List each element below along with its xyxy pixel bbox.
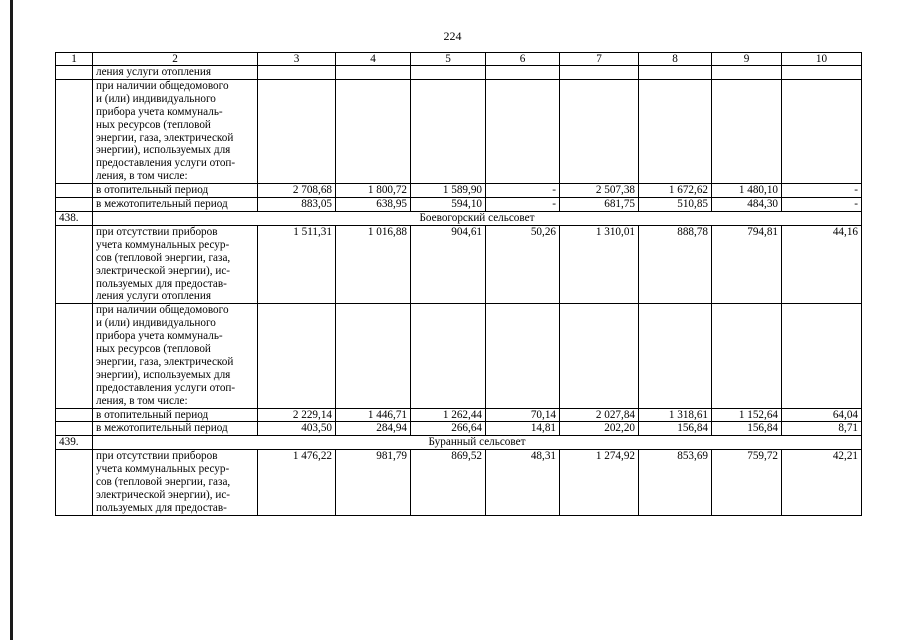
value-cell: 14,81 [486,422,560,436]
table-row [56,79,862,183]
value-cell: 1 016,88 [336,225,411,303]
value-cell: 50,26 [486,225,560,303]
section-index: 438. [56,211,93,225]
value-cell [411,304,486,408]
value-cell [486,304,560,408]
value-cell: - [782,184,862,198]
section-row [56,211,862,225]
value-cell: 44,16 [782,225,862,303]
tariff-table [55,52,862,516]
row-label: в межотопительный период [93,198,258,212]
value-cell [336,79,411,183]
row-label: при отсутствии приборов учета коммунальных ресур- сов (тепловой энергии, газа, электрической энергии), ис- пользуемых для предостав- ления услуги отопления [93,225,258,303]
value-cell: 759,72 [712,450,782,516]
value-cell [639,79,712,183]
value-cell: 1 152,64 [712,408,782,422]
table-row [56,450,862,516]
column-header-7: 7 [560,53,639,66]
page-number: 224 [443,29,462,43]
value-cell: 2 507,38 [560,184,639,198]
value-cell: 888,78 [639,225,712,303]
value-cell: - [486,198,560,212]
row-label: ления услуги отопления [93,66,258,80]
value-cell [560,304,639,408]
value-cell [560,66,639,80]
value-cell: 1 262,44 [411,408,486,422]
table-row [56,198,862,212]
row-label: при наличии общедомового и (или) индивидуального прибора учета коммуналь- ных ресурсов (тепловой энергии, газа, электрической энергии), используемых для предоставления услуги отоп- ления, в том числе: [93,304,258,408]
value-cell [639,66,712,80]
value-cell [258,79,336,183]
value-cell: - [782,198,862,212]
value-cell: 981,79 [336,450,411,516]
table-body [56,53,862,516]
value-cell: 1 800,72 [336,184,411,198]
row-index-cell [56,450,93,516]
value-cell [712,79,782,183]
value-cell [782,304,862,408]
value-cell: 510,85 [639,198,712,212]
value-cell: - [486,184,560,198]
value-cell [336,304,411,408]
value-cell: 1 446,71 [336,408,411,422]
row-label: в отопительный период [93,408,258,422]
row-index-cell [56,304,93,408]
table-row [56,66,862,80]
value-cell [782,79,862,183]
value-cell: 883,05 [258,198,336,212]
column-header-6: 6 [486,53,560,66]
column-header-8: 8 [639,53,712,66]
row-label: в отопительный период [93,184,258,198]
value-cell [486,66,560,80]
value-cell: 2 027,84 [560,408,639,422]
value-cell: 202,20 [560,422,639,436]
value-cell: 64,04 [782,408,862,422]
value-cell [712,66,782,80]
section-title: Боевогорский сельсовет [93,211,862,225]
value-cell: 156,84 [712,422,782,436]
column-header-9: 9 [712,53,782,66]
section-row [56,436,862,450]
section-title: Буранный сельсовет [93,436,862,450]
scan-edge-line [10,0,13,640]
row-index-cell [56,198,93,212]
row-index-cell [56,184,93,198]
value-cell: 853,69 [639,450,712,516]
value-cell: 2 708,68 [258,184,336,198]
table-row [56,422,862,436]
row-label: при наличии общедомового и (или) индивидуального прибора учета коммуналь- ных ресурсов (тепловой энергии, газа, электрической энергии), используемых для предоставления услуги отоп- ления, в том числе: [93,79,258,183]
row-index-cell [56,225,93,303]
table-row [56,225,862,303]
value-cell: 1 274,92 [560,450,639,516]
row-index-cell [56,422,93,436]
row-index-cell [56,408,93,422]
value-cell: 70,14 [486,408,560,422]
column-header-10: 10 [782,53,862,66]
value-cell: 1 672,62 [639,184,712,198]
value-cell: 869,52 [411,450,486,516]
row-label: в межотопительный период [93,422,258,436]
value-cell: 1 511,31 [258,225,336,303]
value-cell [258,304,336,408]
value-cell: 1 318,61 [639,408,712,422]
section-index: 439. [56,436,93,450]
table-row [56,408,862,422]
column-header-4: 4 [336,53,411,66]
row-label: при отсутствии приборов учета коммунальных ресур- сов (тепловой энергии, газа, электрической энергии), ис- пользуемых для предостав- [93,450,258,516]
column-header-2: 2 [93,53,258,66]
table-header-row [56,53,862,66]
column-header-5: 5 [411,53,486,66]
value-cell [258,66,336,80]
value-cell [411,79,486,183]
value-cell: 48,31 [486,450,560,516]
table-row [56,304,862,408]
value-cell: 1 310,01 [560,225,639,303]
value-cell: 904,61 [411,225,486,303]
value-cell: 2 229,14 [258,408,336,422]
column-header-3: 3 [258,53,336,66]
value-cell: 1 476,22 [258,450,336,516]
value-cell: 1 480,10 [712,184,782,198]
value-cell: 681,75 [560,198,639,212]
value-cell: 266,64 [411,422,486,436]
value-cell: 403,50 [258,422,336,436]
value-cell [639,304,712,408]
value-cell: 1 589,90 [411,184,486,198]
value-cell: 8,71 [782,422,862,436]
value-cell [486,79,560,183]
value-cell: 638,95 [336,198,411,212]
value-cell: 156,84 [639,422,712,436]
value-cell [560,79,639,183]
value-cell [712,304,782,408]
column-header-1: 1 [56,53,93,66]
row-index-cell [56,66,93,80]
value-cell [411,66,486,80]
value-cell [336,66,411,80]
table-row [56,184,862,198]
value-cell: 284,94 [336,422,411,436]
row-index-cell [56,79,93,183]
value-cell: 794,81 [712,225,782,303]
value-cell: 484,30 [712,198,782,212]
value-cell: 594,10 [411,198,486,212]
value-cell: 42,21 [782,450,862,516]
value-cell [782,66,862,80]
